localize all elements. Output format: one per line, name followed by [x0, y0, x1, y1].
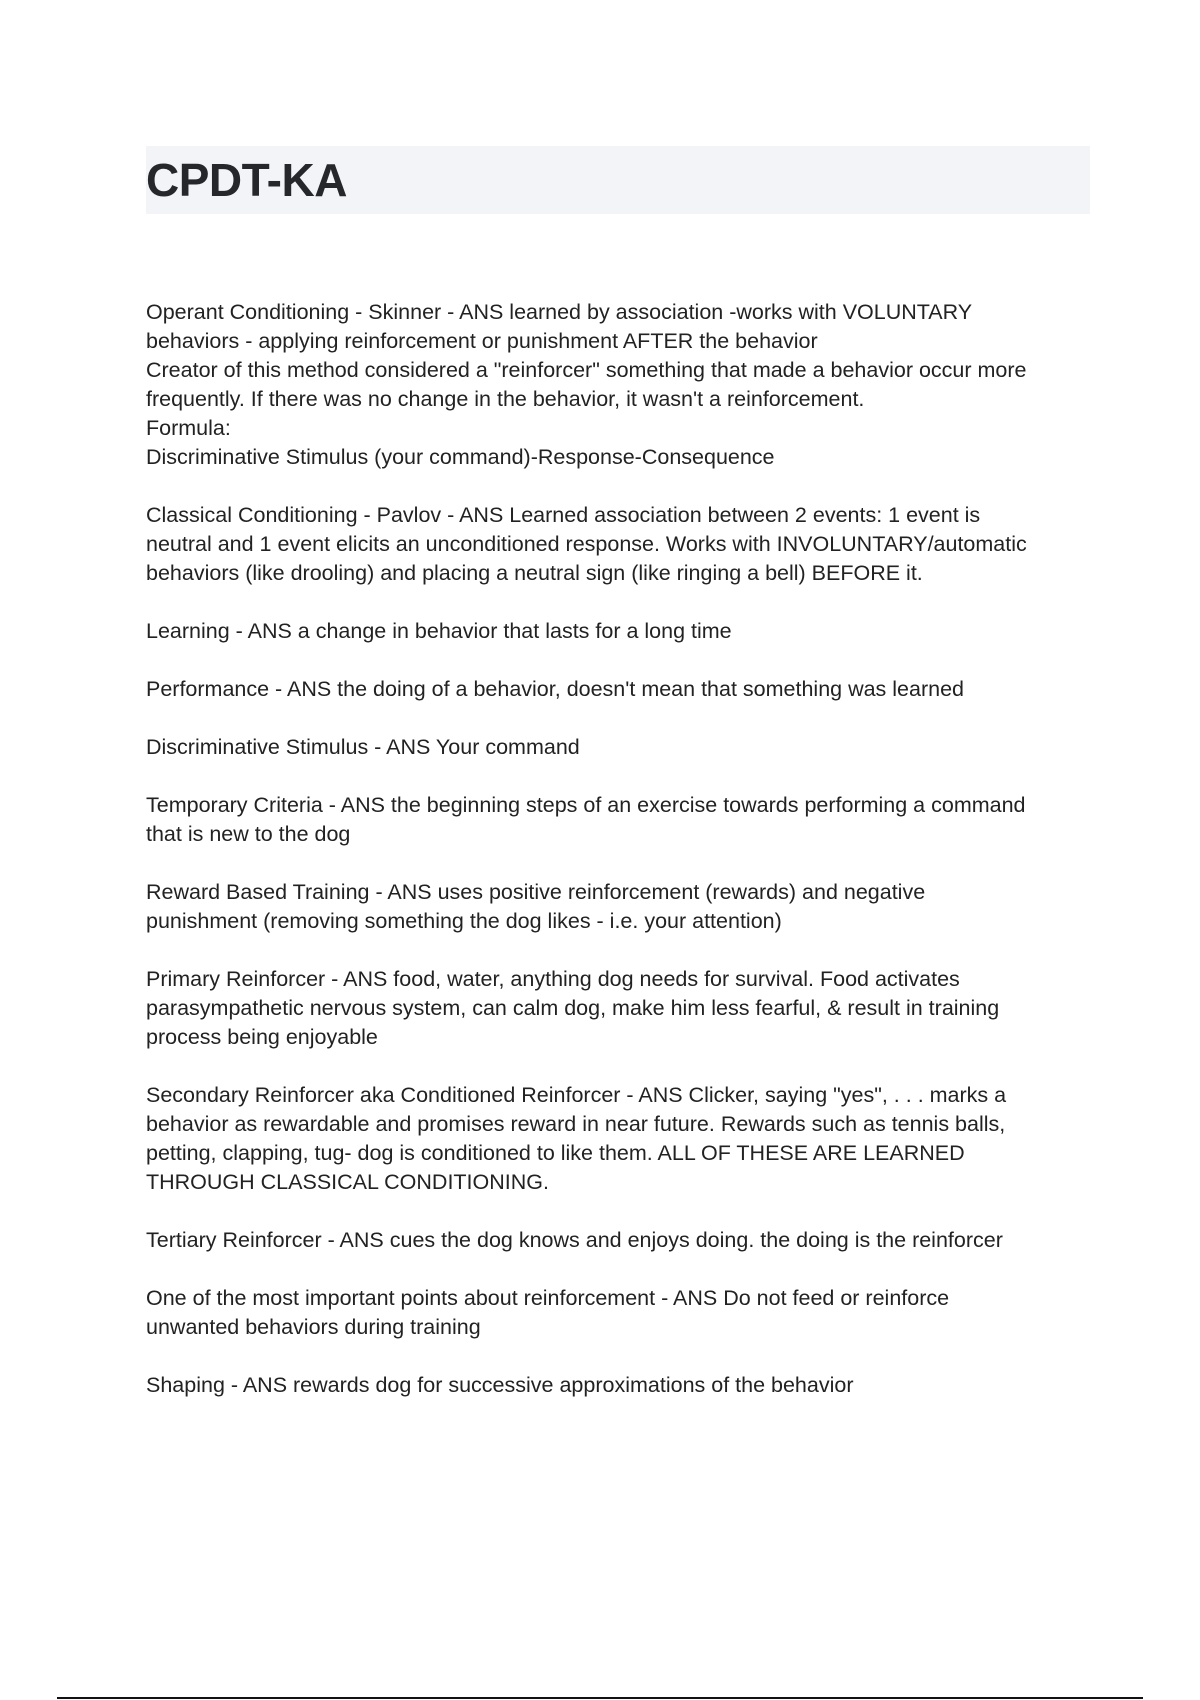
flashcard-entry — [146, 1284, 1094, 1342]
flashcard-entry — [146, 733, 1094, 762]
flashcard-entry — [146, 1226, 1094, 1255]
flashcard-entry — [146, 1081, 1094, 1197]
entry-line: parasympathetic nervous system, can calm dog, make him less fearful, & result in training — [146, 996, 1000, 1020]
entry-line: Primary Reinforcer - ANS food, water, anything dog needs for survival. Food activates — [146, 967, 960, 991]
flashcard-entry — [146, 1371, 1094, 1400]
entry-line: behaviors - applying reinforcement or punishment AFTER the behavior — [146, 329, 818, 353]
flashcard-entry — [146, 298, 1094, 472]
flashcard-entry — [146, 617, 1094, 646]
flashcard-entry — [146, 965, 1094, 1052]
entry-line: Formula: — [146, 416, 231, 440]
entry-line: Discriminative Stimulus (your command)-Response-Consequence — [146, 445, 775, 469]
entry-line: Secondary Reinforcer aka Conditioned Reinforcer - ANS Clicker, saying "yes", . . . marks a — [146, 1083, 1007, 1107]
entry-line: Shaping - ANS rewards dog for successive approximations of the behavior — [146, 1373, 854, 1397]
entry-line: Learning - ANS a change in behavior that lasts for a long time — [146, 619, 732, 643]
entry-line: unwanted behaviors during training — [146, 1315, 481, 1339]
entry-line: Creator of this method considered a "reinforcer" something that made a behavior occur more — [146, 358, 1027, 382]
entry-line: Classical Conditioning - Pavlov - ANS Learned association between 2 events: 1 event is — [146, 503, 981, 527]
page-footer-rule — [57, 1697, 1143, 1699]
flashcard-entry — [146, 791, 1094, 849]
flashcard-entry — [146, 675, 1094, 704]
entry-line: that is new to the dog — [146, 822, 351, 846]
entry-line: process being enjoyable — [146, 1025, 378, 1049]
entry-line: neutral and 1 event elicits an unconditioned response. Works with INVOLUNTARY/automatic — [146, 532, 1027, 556]
entry-line: behavior as rewardable and promises reward in near future. Rewards such as tennis balls, — [146, 1112, 1006, 1136]
flashcard-list — [146, 298, 1094, 1429]
entry-line: punishment (removing something the dog likes - i.e. your attention) — [146, 909, 782, 933]
entry-line: petting, clapping, tug- dog is conditioned to like them. ALL OF THESE ARE LEARNED — [146, 1141, 965, 1165]
entry-line: Discriminative Stimulus - ANS Your command — [146, 735, 580, 759]
entry-line: Temporary Criteria - ANS the beginning steps of an exercise towards performing a command — [146, 793, 1026, 817]
entry-line: Reward Based Training - ANS uses positive reinforcement (rewards) and negative — [146, 880, 926, 904]
title-banner — [146, 146, 1090, 214]
entry-line: THROUGH CLASSICAL CONDITIONING. — [146, 1170, 549, 1194]
document-title: CPDT-KA — [146, 154, 347, 206]
entry-line: Tertiary Reinforcer - ANS cues the dog knows and enjoys doing. the doing is the reinforcer — [146, 1228, 1003, 1252]
entry-line: Performance - ANS the doing of a behavior, doesn't mean that something was learned — [146, 677, 965, 701]
entry-line: Operant Conditioning - Skinner - ANS learned by association -works with VOLUNTARY — [146, 300, 973, 324]
flashcard-entry — [146, 501, 1094, 588]
flashcard-entry — [146, 878, 1094, 936]
entry-line: behaviors (like drooling) and placing a neutral sign (like ringing a bell) BEFORE it. — [146, 561, 923, 585]
entry-line: frequently. If there was no change in the behavior, it wasn't a reinforcement. — [146, 387, 865, 411]
entry-line: One of the most important points about reinforcement - ANS Do not feed or reinforce — [146, 1286, 950, 1310]
